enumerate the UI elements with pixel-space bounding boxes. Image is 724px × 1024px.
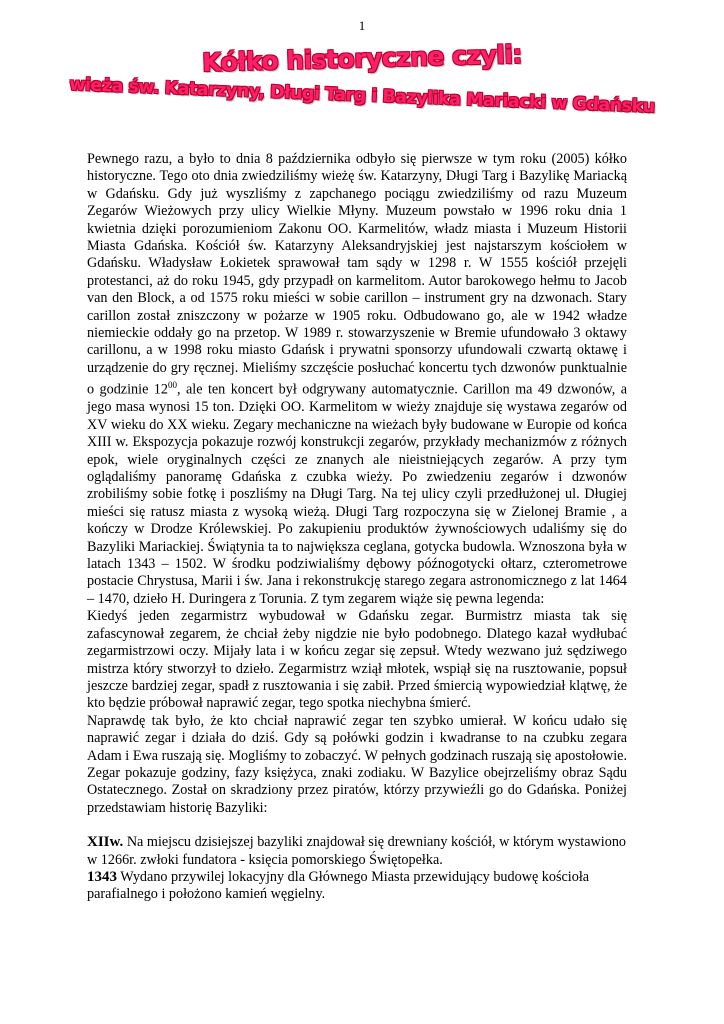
title-line-1: Kółko historyczne czyli:	[201, 39, 523, 78]
timeline-text: Na miejscu dzisiejszej bazyliki znajdował się drewniany kościół, w którym wystawiono w 1266r. zwłoki fundatora - księcia pomorskiego Świętopełka.	[87, 834, 627, 868]
page-number: 1	[358, 18, 366, 33]
intro-paragraph	[87, 151, 627, 608]
history-paragraph: Naprawdę tak było, że kto chciał naprawić zegar ten szybko umierał. W końcu udało się naprawić zegar i działa do dziś. Gdy są połówki godzin i kwadranse to na czubku zegara Adam i Ewa ruszają się. Mogliśmy to zobaczyć. W pełnych godzinach ruszają się apostołowie. Zegar pokazuje godziny, fazy księżyca, znaki zodiaku. W Bazylice obejrzeliśmy obraz Sądu Ostatecznego. Został on skradziony przez piratów, którzy przywieźli go do Gdańska. Poniżej przedstawiam historię Bazyliki:	[87, 712, 627, 816]
timeline-year: XIIw.	[87, 834, 124, 851]
paragraph-gap	[87, 817, 627, 834]
document-body	[87, 151, 627, 904]
timeline-year: 1343	[87, 868, 117, 885]
intro-text-part-1: Pewnego razu, a było to dnia 8 października odbyło się pierwsze w tym roku (2005) kółko historyczne. Tego oto dnia zwiedziliśmy wieżę św. Katarzyny, Długi Targ i Bazylikę Mariacką w Gdańsku. Gdy już wyszliśmy z zapchanego pociągu zwiedziliśmy od razu Muzeum Zegarów Wieżowych przy ulicy Wielkie Młyny. Muzeum powstało w 1996 roku dnia 1 kwietnia dzięki porozumieniom Zakonu OO. Karmelitów, władz miasta i Muzeum Historii Miasta Gdańska. Kościół św. Katarzyny Aleksandryjskiej jest najstarszym kościołem w Gdańsku. Władysław Łokietek sprawował tam sądy w 1298 r. W 1555 kościół przejęli protestanci, aż do roku 1945, gdy przypadł on karmelitom. Autor barokowego hełmu to Jacob van den Block, a od 1575 roku mieści w sobie carillon – instrument gry na dzwonach. Stary carillon został zniszczony w pożarze w 1905 roku. Odbudowano go, ale w 1942 władze niemieckie oddały go na przetop. W 1989 r. stowarzyszenie w Bremie ufundowało 3 oktawy carillonu, a w 1998 roku miasto Gdańsk i prywatni sponsorzy ufundowali czwartą oktawę i urządzenie do gry ręcznej. Mieliśmy szczęście posłuchać koncertu tych dzwonów punktualnie o godzinie 12	[87, 151, 627, 399]
timeline-text: Wydano przywilej lokacyjny dla Głównego Miasta przewidujący budowę kościoła parafialnego i położono kamień węgielny.	[87, 868, 590, 903]
time-superscript: 00	[168, 380, 177, 391]
timeline-entry	[87, 834, 627, 869]
legend-paragraph: Kiedyś jeden zegarmistrz wybudował w Gdańsku zegar. Burmistrz miasta tak się zafascynował zegarem, że chciał żeby nigdzie nie było podobnego. Dlatego kazał wydłubać zegarmistrzowi oczy. Mijały lata i w końcu zegar się zepsuł. Wtedy wezwano już sędziwego mistrza który stworzył to dzieło. Zegarmistrz wziął młotek, wspiął się na rusztowanie, popsuł jeszcze bardziej zegar, spadł z rusztowania i się zabił. Przed śmiercią wypowiedział klątwę, że kto będzie próbował naprawić zegar, tego spotka niechybna śmierć.	[87, 608, 627, 712]
title-line-2: wieża św. Katarzyny, Długi Targ i Bazylika Mariacki w Gdańsku	[68, 74, 656, 118]
intro-text-part-2: , ale ten koncert był odgrywany automatycznie. Carillon ma 49 dzwonów, a jego masa wynosi 15 ton. Dzięki OO. Karmelitom w wieży znajduje się wystawa zegarów od XV wieku do XX wieku. Zegary mechaniczne na wieżach były budowane w Europie od końca XIII w. Ekspozycja pokazuje rozwój konstrukcji zegarów, przykłady mechanizmów z różnych epok, wiele oryginalnych części ze znanych ale nieistniejących zegarów. A przy tym oglądaliśmy panoramę Gdańska z czubka wieży. Po zwiedzeniu zegarów i dzwonów zrobiliśmy sobie fotkę i poszliśmy na Długi Targ. Na tej ulicy czyli przedłużonej ul. Długiej mieści się ratusz miasta z wysoką wieżą. Długi Targ rozpoczyna się w Zielonej Bramie , a kończy w Drodze Królewskiej. Po zakupieniu produktów żywnościowych udaliśmy się do Bazyliki Mariackiej. Świątynia ta to największa ceglana, gotycka budowla. Wznoszona była w latach 1343 – 1502. W środku podziwialiśmy dębowy późnogotycki ołtarz, czterometrowe postacie Chrystusa, Marii i św. Jana i rekonstrukcję starego zegara astronomicznego z lat 1464 – 1470, dzieło H. Duringera z Torunia. Z tym zegarem wiąże się pewna legenda:	[87, 382, 627, 607]
timeline-entry	[87, 869, 627, 904]
